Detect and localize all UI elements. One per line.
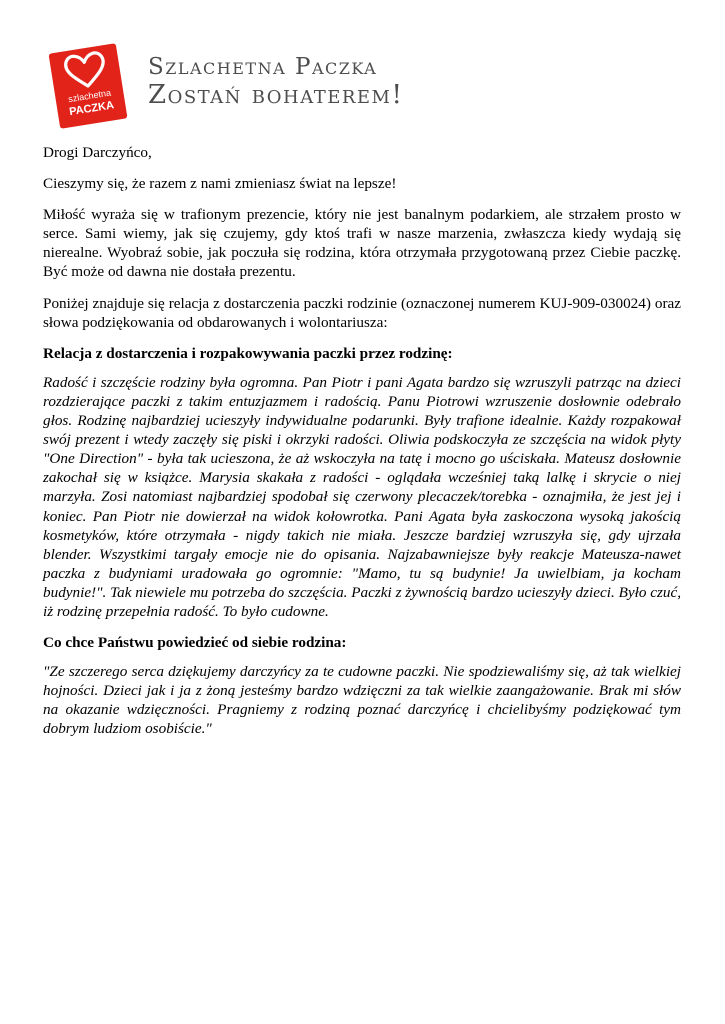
- brand-tagline: Zostań bohaterem!: [148, 80, 404, 110]
- report-heading: Relacja z dostarczenia i rozpakowywania paczki przez rodzinę:: [43, 344, 453, 362]
- brand-name: Szlachetna Paczka: [148, 54, 378, 80]
- love-paragraph: Miłość wyraża się w trafionym prezencie, który nie jest banalnym podarkiem, ale strzałem prosto w serce. Sami wiemy, jak się czujemy, gdy ktoś trafi w nasze marzenia, zwłaszcza kiedy wydają się nierealne. Wyobraź sobie, jak poczuła się rodzina, która otrzymała przygotowaną przez Ciebie paczkę. Być może od dawna nie dostała prezentu.: [43, 206, 681, 281]
- family-message-heading: Co chce Państwu powiedzieć od siebie rodzina:: [43, 634, 347, 652]
- family-message-text: "Ze szczerego serca dziękujemy darczyńcy za te cudowne paczki. Nie spodziewaliśmy się, aż tak wielkiej hojności. Dzieci jak i ja z żoną jesteśmy bardzo wdzięczni za tak wielkie zaangażowanie. Brak mi słów na okazanie wdzięczności. Pragniemy z rodziną poznać darczyńcę i chcielibyśmy podziękować tym dobrym ludziom osobiście.": [43, 663, 681, 738]
- brand-header: [148, 54, 403, 110]
- greeting: Drogi Darczyńco,: [43, 144, 152, 161]
- package-info-paragraph: Poniżej znajduje się relacja z dostarczenia paczki rodzinie (oznaczonej numerem KUJ-909-030024) oraz słowa podziękowania od obdarowanych i wolontariusza:: [43, 294, 681, 331]
- logo-text-top: szlachetna: [67, 87, 112, 105]
- logo-text-bottom: PACZKA: [68, 99, 115, 119]
- letter-body: [43, 143, 681, 751]
- report-text: Radość i szczęście rodziny była ogromna. Pan Piotr i pani Agata bardzo się wzruszyli patrząc na dzieci rozdzierające paczki z takim entuzjazmem i radością. Panu Piotrowi wzruszenie dosłownie odebrało głos. Rodzinę najbardziej ucieszyły indywidualne podarunki. Były trafione idealnie. Każdy rozpakował swój prezent i wtedy zaczęły się piski i okrzyki radości. Oliwia podskoczyła ze szczęścia na widok płyty "One Direction" - była tak ucieszona, że aż wskoczyła na tatę i mocno go uściskała. Mateusz dosłownie zakochał się w książce. Marysia skakała z radości - oglądała wcześniej taką lalkę i skrycie o niej marzyła. Zosi natomiast najbardziej spodobał się czerwony plecaczek/torebka - oznajmiła, że jest jej i koniec. Pan Piotr nie dowierzał na widok kołowrotka. Pani Agata była zaskoczona wysoką jakością kosmetyków, które otrzymała - nigdy takich nie miała. Jeszcze bardziej wzruszyła się, gdy ujrzała blender. Wszystkimi targały emocje nie do opisania. Najzabawniejsze były reakcje Mateusza-nawet paczka z budyniami uradowała go ogromnie: "Mamo, tu są budynie! Ja uwielbiam, ja kocham budynie!". Tak niewiele mu potrzeba do szczęścia. Paczki z żywnością bardzo ucieszyły dzieci. Było czuć, iż rodzinę przepełnia radość. To było cudowne.: [43, 373, 681, 620]
- intro-paragraph: Cieszymy się, że razem z nami zmieniasz świat na lepsze!: [43, 175, 397, 193]
- szlachetna-paczka-logo: [48, 42, 128, 130]
